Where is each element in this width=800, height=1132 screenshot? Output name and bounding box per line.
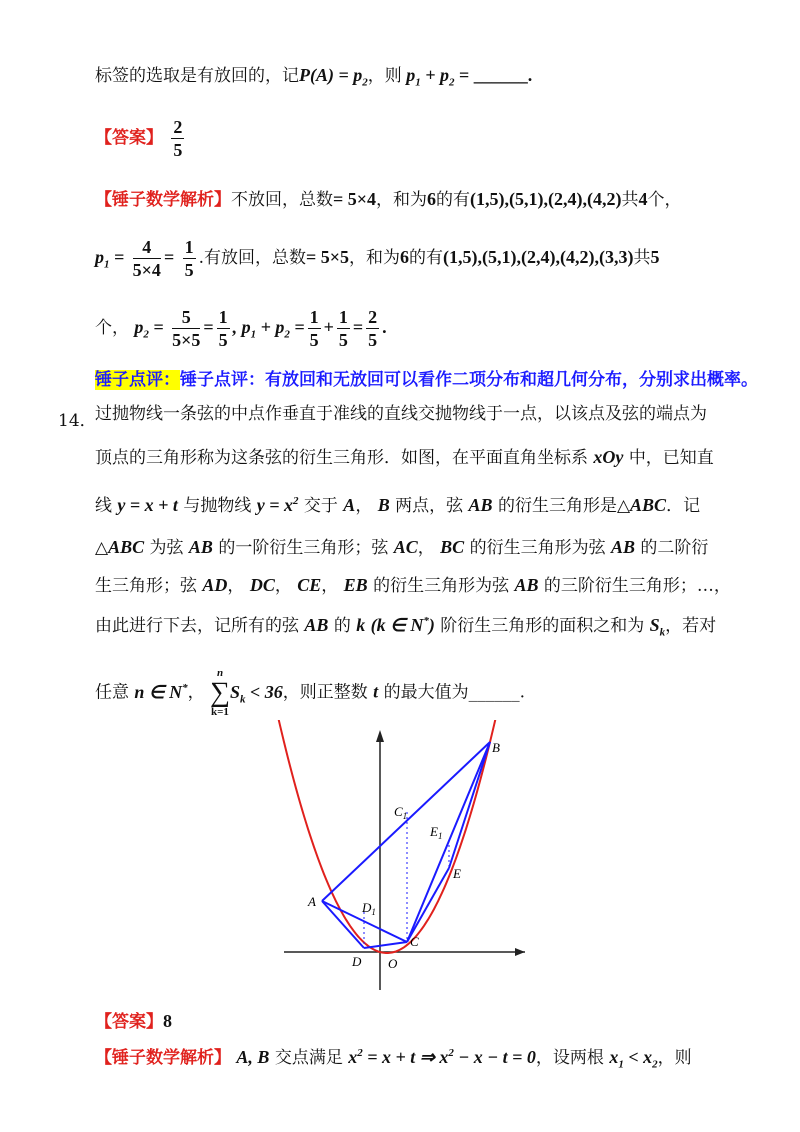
label-E: E <box>453 866 461 881</box>
parabola-figure <box>0 720 800 1020</box>
analysis-14-line1: 【锤子数学解析】 A, B 交点满足 $x^2 = x + t$ ⇒ $x^2 - x - t = 0$，设两根 $x_1 < x_2$，则 <box>95 1047 692 1071</box>
chord-ad <box>322 901 364 948</box>
derived-triangles <box>322 742 490 948</box>
sigma-symbol: n ∑ k=1 <box>210 667 230 718</box>
q14-line2: 顶点的三角形称为这条弦的衍生三角形．如图，在平面直角坐标系 xOy 中，已知直 <box>95 447 714 468</box>
label-B: B <box>492 740 500 755</box>
label-D1: $D_1$ <box>362 900 376 917</box>
q14-line3: 线 y = x + t 与抛物线 $y = x^2$ 交于 A， B 两点，弦 AB 的衍生三角形是△ABC．记 <box>95 495 701 516</box>
analysis-13-line3: 个， $p_2$ = $\frac{5}{5\times 5}$ = $\frac{1}{5}$ , $p_1 + p_2$ = $\frac{1}{5}$ + $\frac{1}{5}$ = $\frac{2}{5}$ . <box>95 307 387 350</box>
q14-line1: 过抛物线一条弦的中点作垂直于准线的直线交抛物线于一点，以该点及弦的端点为 <box>95 404 707 424</box>
chord-bc <box>407 742 490 942</box>
parabola-curve <box>270 720 500 953</box>
label-D: D <box>352 954 362 969</box>
y-axis-arrow-icon <box>376 730 384 742</box>
q14-line6: 由此进行下去，记所有的弦 AB 的 k (k ∈ N*) 阶衍生三角形的面积之和为 $S_k$，若对 <box>95 615 717 639</box>
answer-13: 【答案】 $\frac{2}{5}$ <box>95 117 183 160</box>
label-C: C <box>410 934 419 949</box>
label-C1: $C_1$ <box>394 804 408 821</box>
analysis-13-line1: 【锤子数学解析】不放回，总数= 5×4，和为6的有(1,5),(5,1),(2,4),(4,2)共4个， <box>95 189 682 210</box>
q14-line4: △ABC 为弦 AB 的一阶衍生三角形；弦 AC， BC 的衍生三角形为弦 AB 的二阶衍 <box>95 537 709 558</box>
label-E1: $E_1$ <box>430 824 443 841</box>
answer-14: 【答案】8 <box>95 1011 172 1032</box>
chord-ce <box>407 868 449 942</box>
p13-line1: 标签的选取是有放回的，记$P(A) = p_2$，则 $p_1 + p_2$ = ______. <box>95 65 533 89</box>
question-14-number: 14． <box>58 411 97 431</box>
comment-13-text: 锤子点评：锤子点评：有放回和无放回可以看作二项分布和超几何分布，分别求出概率。 <box>95 370 758 390</box>
label-O: O <box>388 956 398 971</box>
q14-line5: 生三角形；弦 AD， DC， CE， EB 的衍生三角形为弦 AB 的三阶衍生三角形；…， <box>95 575 731 596</box>
label-A: A <box>308 894 316 909</box>
comment-13 <box>95 372 758 389</box>
q14-line7: 任意 n ∈ N*， n ∑ k=1 $S_k < 36$，则正整数 t 的最大值为______. <box>95 667 525 718</box>
x-axis-arrow-icon <box>515 948 525 956</box>
formula-sum: $p_1 + p_2$ <box>406 65 455 89</box>
analysis-13-line2: $p_1$ = $\frac{4}{5\times 4}$ = $\frac{1}{5}$ .有放回，总数= 5×5，和为6的有(1,5),(5,1),(2,4),(4,2),(3,3)共5 <box>95 237 660 280</box>
chord-dc <box>364 942 407 948</box>
formula-pa: $P(A) = p_2$ <box>299 65 368 89</box>
answer-13-fraction: $\frac{2}{5}$ <box>173 117 183 160</box>
